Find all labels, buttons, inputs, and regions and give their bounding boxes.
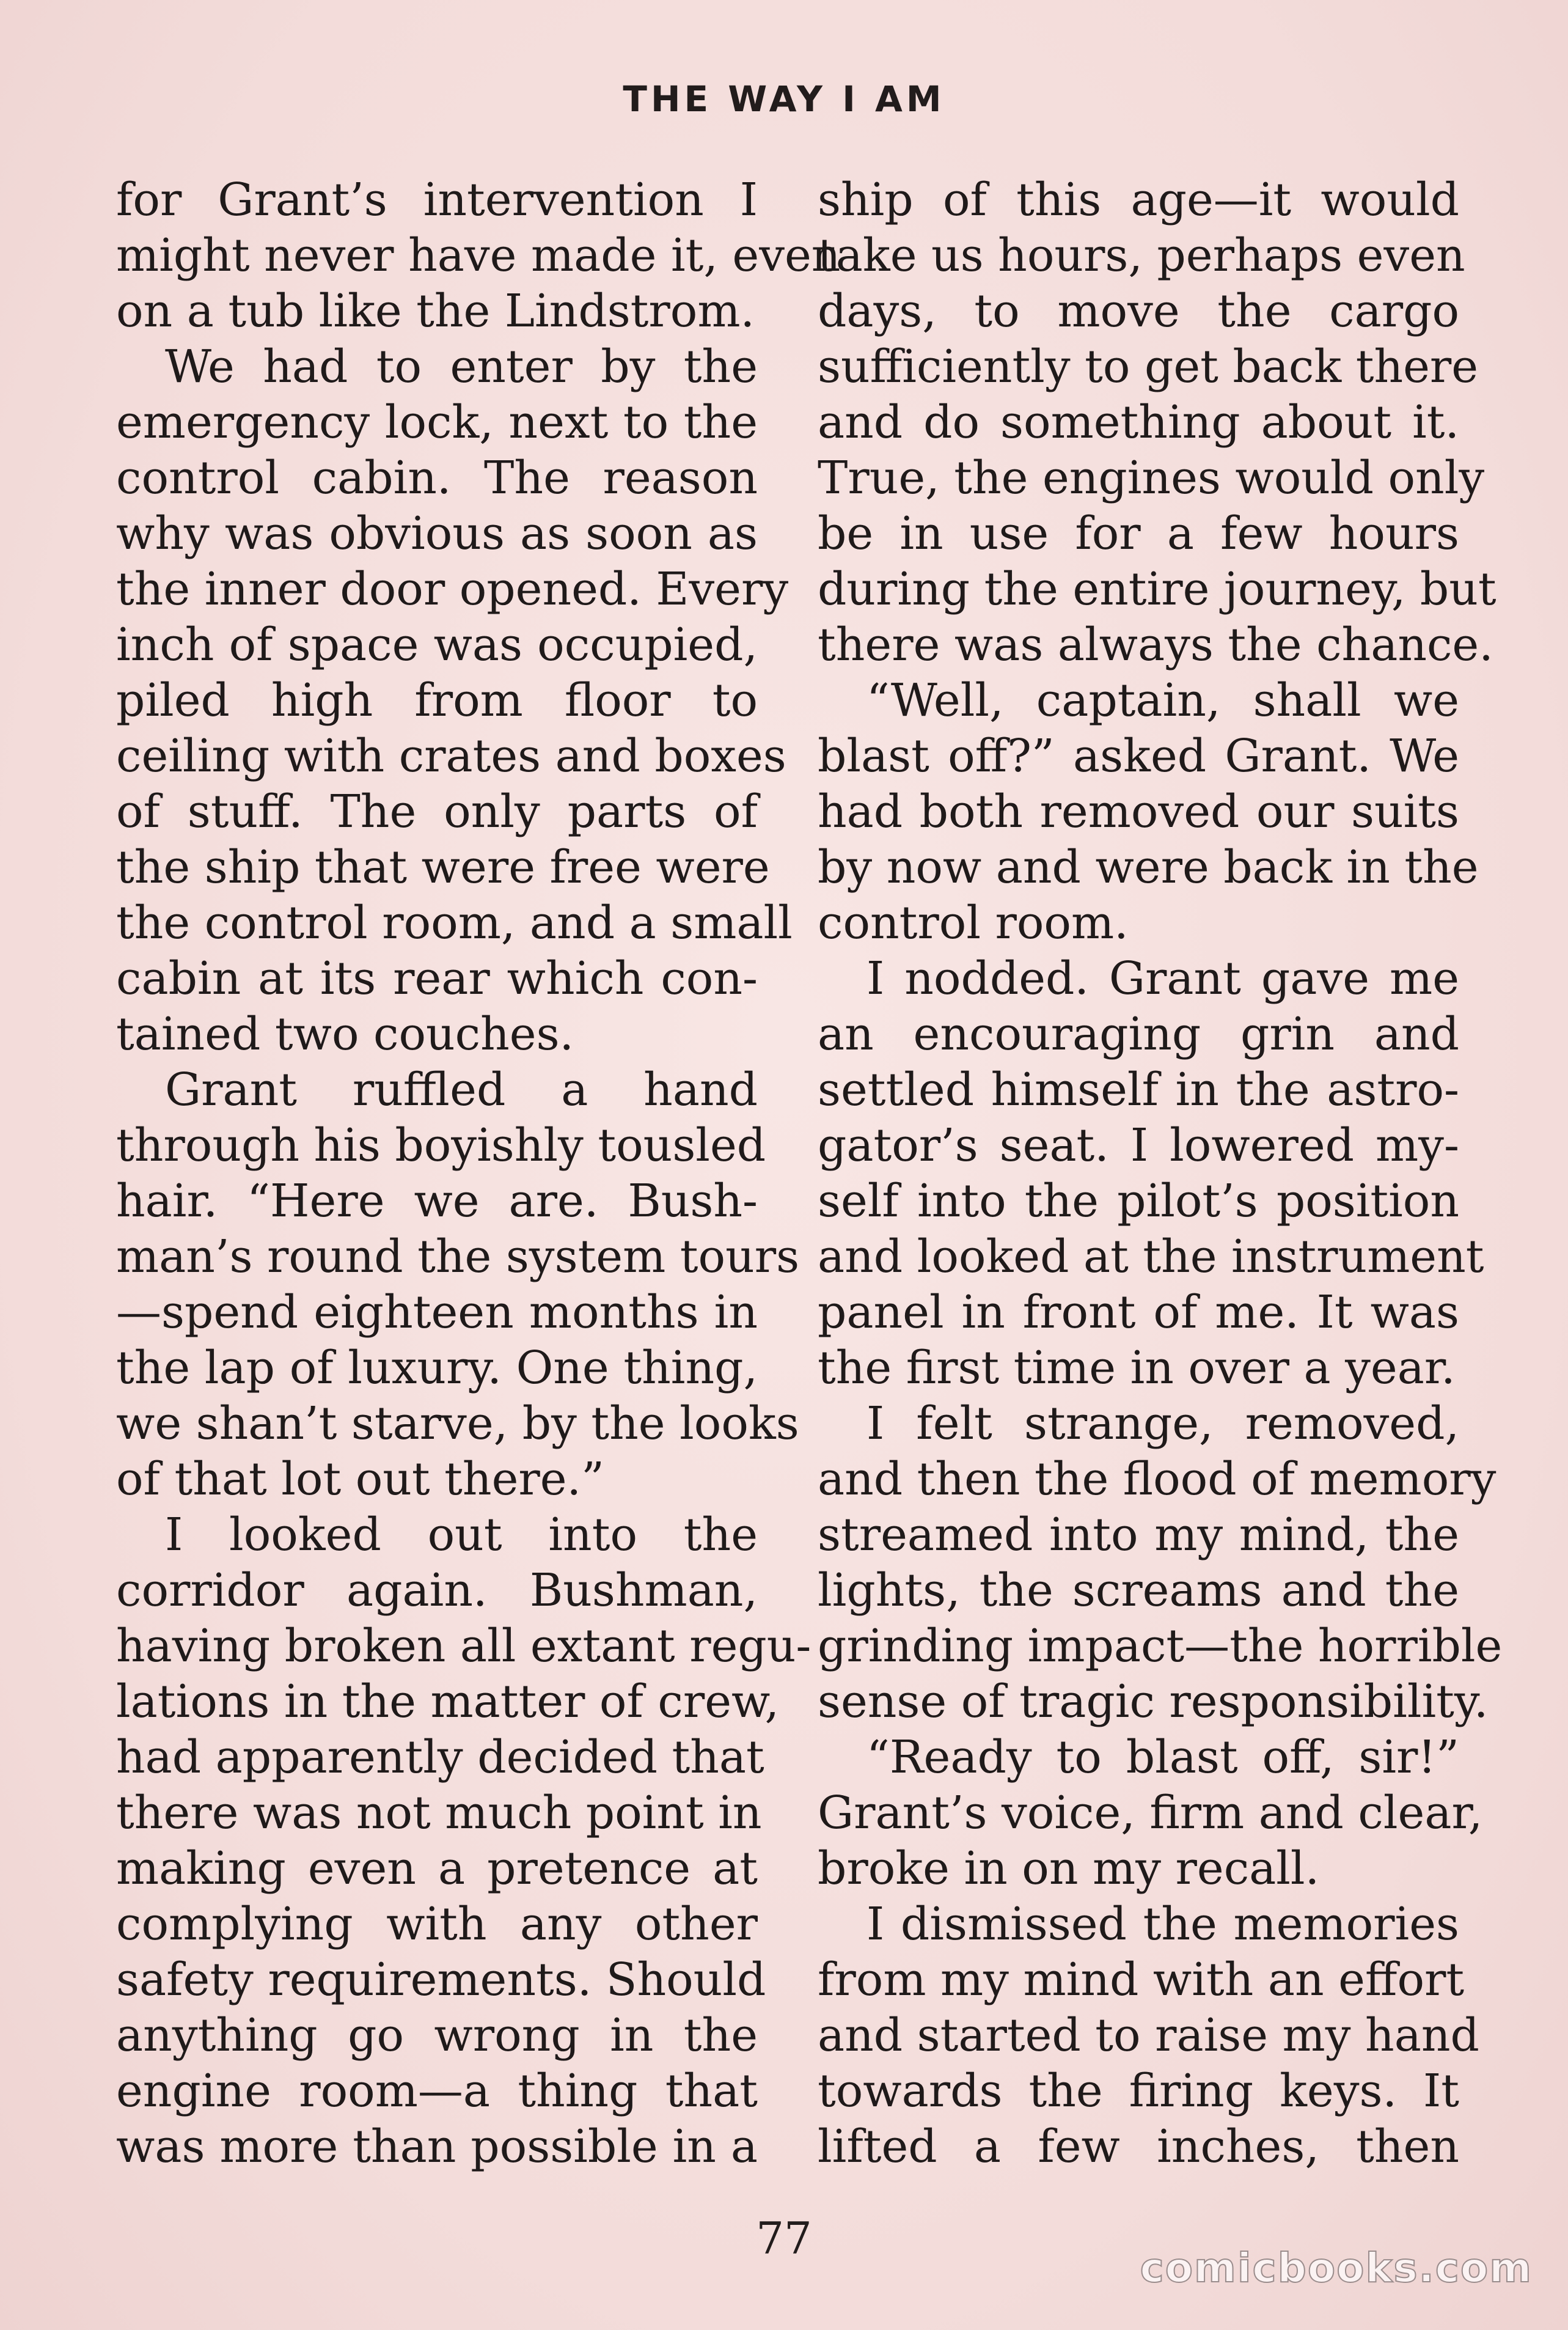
text-line: had apparently decided that [116, 1731, 764, 1784]
text-line: the lap of luxury. One thing, [116, 1342, 758, 1394]
text-line: and started to raise my hand [818, 2009, 1479, 2062]
text-line: We had to enter by the [165, 340, 758, 393]
text-line: tained two couches. [116, 1008, 574, 1060]
text-line: having broken all extant regu- [116, 1620, 811, 1672]
text-line: and do something about it. [818, 396, 1459, 449]
text-line: anything go wrong in the [116, 2009, 758, 2062]
text-line: was more than possible in a [116, 2120, 758, 2173]
text-line: cabin at its rear which con- [116, 952, 758, 1005]
text-line: why was obvious as soon as [116, 507, 758, 560]
text-line: and then the flood of memory [818, 1453, 1497, 1505]
text-line: and looked at the instrument [818, 1230, 1484, 1283]
text-line: I looked out into the [165, 1509, 758, 1561]
text-line: gator’s seat. I lowered my- [818, 1119, 1459, 1172]
text-line: for Grant’s intervention I [116, 174, 758, 226]
text-line: Grant ruffled a hand [165, 1064, 758, 1116]
text-line: towards the firing keys. It [818, 2065, 1459, 2117]
text-line: safety requirements. Should [116, 1953, 766, 2006]
text-line: engine room—a thing that [116, 2065, 758, 2117]
text-line: an encouraging grin and [818, 1008, 1459, 1060]
text-line: the ship that were free were [116, 841, 770, 894]
text-line: self into the pilot’s position [818, 1175, 1459, 1227]
text-line: the inner door opened. Every [116, 563, 789, 616]
text-line: during the entire journey, but [818, 563, 1497, 616]
text-line: blast off?” asked Grant. We [818, 730, 1459, 782]
text-line: piled high from floor to [116, 674, 758, 727]
text-line: I felt strange, removed, [866, 1397, 1459, 1450]
text-line: control cabin. The reason [116, 452, 758, 504]
text-line: —spend eighteen months in [116, 1286, 758, 1339]
text-line: ship of this age—it would [818, 174, 1459, 226]
text-line: might never have made it, even [116, 229, 841, 282]
text-line: inch of space was occupied, [116, 619, 758, 671]
page-number: 77 [756, 2213, 812, 2264]
text-line: man’s round the system tours [116, 1230, 800, 1283]
text-line: broke in on my recall. [818, 1842, 1320, 1895]
text-column-left [116, 172, 841, 2175]
text-line: lations in the matter of crew, [116, 1675, 780, 1728]
text-line: sense of tragic responsibility. [818, 1675, 1489, 1728]
text-line: streamed into my mind, the [818, 1509, 1459, 1561]
running-head: THE WAY I AM [623, 78, 945, 120]
text-line: on a tub like the Lindstrom. [116, 285, 755, 337]
text-line: days, to move the cargo [818, 285, 1459, 337]
text-line: take us hours, perhaps even [818, 229, 1465, 282]
text-line: the first time in over a year. [818, 1342, 1456, 1394]
watermark: comicbooks.com [1140, 2244, 1533, 2291]
text-line: be in use for a few hours [818, 507, 1459, 560]
text-line: “Ready to blast off, sir!” [866, 1731, 1459, 1784]
text-line: there was always the chance. [818, 619, 1493, 671]
text-line: Grant’s voice, firm and clear, [818, 1787, 1483, 1839]
text-line: we shan’t starve, by the looks [116, 1397, 799, 1450]
text-line: through his boyishly tousled [116, 1119, 766, 1172]
text-line: emergency lock, next to the [116, 396, 758, 449]
text-line: corridor again. Bushman, [116, 1564, 758, 1617]
text-line: settled himself in the astro- [818, 1064, 1459, 1116]
text-line: complying with any other [116, 1898, 758, 1950]
text-line: from my mind with an effort [818, 1953, 1465, 2006]
text-line: of stuff. The only parts of [116, 785, 758, 838]
text-line: I nodded. Grant gave me [866, 952, 1459, 1005]
text-line: making even a pretence at [116, 1842, 758, 1895]
text-line: of that lot out there.” [116, 1453, 604, 1505]
text-line: the control room, and a small [116, 897, 793, 949]
text-line: grinding impact—the horrible [818, 1620, 1503, 1672]
text-line: ceiling with crates and boxes [116, 730, 786, 782]
text-line: by now and were back in the [818, 841, 1479, 894]
text-line: control room. [818, 897, 1129, 949]
text-line: I dismissed the memories [866, 1898, 1459, 1950]
text-line: True, the engines would only [818, 452, 1485, 504]
text-line: lifted a few inches, then [818, 2120, 1459, 2173]
text-line: had both removed our suits [818, 785, 1459, 838]
text-line: sufficiently to get back there [818, 340, 1479, 393]
text-line: “Well, captain, shall we [866, 674, 1459, 727]
text-column-right [818, 172, 1503, 2175]
text-line: panel in front of me. It was [818, 1286, 1459, 1339]
text-line: lights, the screams and the [818, 1564, 1459, 1617]
text-line: there was not much point in [116, 1787, 762, 1839]
text-line: hair. “Here we are. Bush- [116, 1175, 758, 1227]
